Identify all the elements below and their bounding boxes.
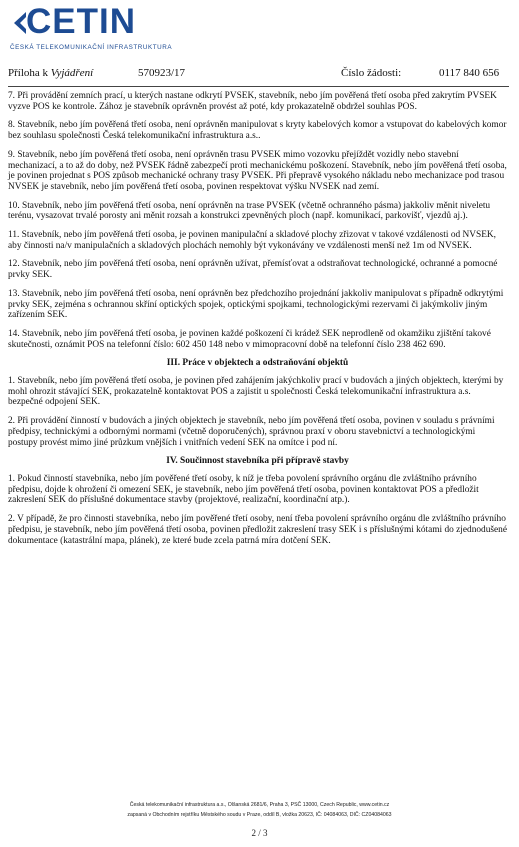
paragraph: 11. Stavebník, nebo jím pověřená třetí osoba, je povinen manipulační a skladové plochy zřizovat v takové vzdálenosti od NVSEK, aby činnosti na/v manipulačních a skladových plochách nemohly být vykonávány ve vzdálenosti menší než 1m od NVSEK. bbox=[8, 230, 497, 251]
paragraph: 13. Stavebník, nebo jím pověřená třetí osoba, není oprávněn bez předchozího projednání jakkoliv manipulovat s případně odkrytými prvky SEK, zejména s ochrannou skříní optických spojek, optickými spojkami, technologickými rezervami či jakýmkoliv jiným zařízením SEK. bbox=[8, 288, 504, 321]
paragraph: 10. Stavebník, nebo jím pověřená třetí osoba, není oprávněn na trase PVSEK (včetně ochranného pásma) jakkoliv měnit niveletu terénu, vysazovat trvalé porosty ani měnit rozsah a konstrukci zpevněných ploch (např. komunikací, parkovišť, vjezdů aj.). bbox=[8, 200, 491, 222]
section-heading: III. Práce v objektech a odstraňování objektů bbox=[166, 358, 349, 369]
paragraph: 2. V případě, že pro činnosti stavebníka, nebo jím pověřené třetí osoby, není třeba povolení správního orgánu dle zvláštního právního předpisu, je stavebník, nebo jím pověřená třetí osoba, povinen předložit zakreslení trasy SEK i s příslušnými kótami do zjednodušené dokumentace (katastrální mapa, plánek), ze které bude zcela patrná míra dotčení SEK. bbox=[8, 514, 508, 546]
paragraph: 2. Při provádění činností v budovách a jiných objektech je stavebník, nebo jím pověřená třetí osoba, povinen v souladu s právními předpisy, technickými a odbornými normami (včetně doporučených), správnou praxí v oboru stavebnictví a technologickými postupy provést mimo jiné průzkum vnějších i vnitřních vedení SEK na omítce i pod ní. bbox=[8, 416, 495, 448]
paragraph: 1. Pokud činností stavebníka, nebo jím pověřené třetí osoby, k níž je třeba povolení správního orgánu dle zvláštního právního předpisu, dojde k ohrožení či omezení SEK, je stavebník, nebo jím pověřená třetí osoba, povinen kontaktovat POS a předložit zakreslení SEK do příslušné dokumentace stavby (projektové, realizační, koordinační atp.). bbox=[8, 473, 479, 506]
brand-subtitle: ČESKÁ TELEKOMUNIKAČNÍ INFRASTRUKTURA bbox=[10, 44, 173, 51]
attachment-label: Příloha k Vyjádření bbox=[8, 67, 94, 79]
footer-registry-line: zapsaná v Obchodním rejstříku Městského soudu v Praze, oddíl B, vložka 20623, IČ: 04084063, DIČ: CZ04084063 bbox=[127, 812, 392, 818]
document-body bbox=[8, 91, 507, 554]
paragraph: 1. Stavebník, nebo jím pověřená třetí osoba, je povinen před zahájením jakýchkoliv prací v budovách a jiných objektech, kterými by mohl ohrozit stávající SEK, prokazatelně kontaktovat POS a zajistit u společnosti Česká telekomunikační infrastruktura a.s. bezpečné odpojení SEK. bbox=[8, 376, 504, 408]
document-header bbox=[8, 67, 508, 83]
cetin-logo bbox=[8, 2, 208, 54]
paragraph: 8. Stavebník, nebo jím pověřená třetí osoba, není oprávněn manipulovat s kryty kabelových komor a vstupovat do kabelových komor bez souhlasu společnosti Česká telekomunikační infrastruktura a.s.. bbox=[8, 120, 507, 142]
footer-company-line: Česká telekomunikační infrastruktura a.s., Olšanská 2681/6, Praha 3, PSČ 13000, Czech Republic, www.cetin.cz bbox=[129, 802, 390, 808]
header-divider bbox=[8, 86, 509, 87]
paragraph: 12. Stavebník, nebo jím pověřená třetí osoba, není oprávněn užívat, přemísťovat a odstraňovat technologické, ochranné a pomocné prvky SEK. bbox=[8, 259, 498, 281]
paragraph: 14. Stavebník, nebo jím pověřená třetí osoba, je povinen každé poškození či krádež SEK neprodleně od okamžiku zjištění takové skutečnosti, oznámit POS na telefonní číslo: 602 450 148 nebo v mimopracovní době na telefonní číslo 238 462 690. bbox=[8, 328, 491, 350]
page-number: 2 / 3 bbox=[251, 828, 268, 838]
section-heading: IV. Součinnost stavebníka při přípravě stavby bbox=[166, 456, 349, 467]
paragraph: 9. Stavebník, nebo jím pověřená třetí osoba, není oprávněn trasu PVSEK mimo vozovku přejíždět vozidly nebo stavební mechanizací, a to až do doby, než PVSEK řádně zabezpečí proti mechanickému poškození. Stavebník, nebo jím pověřená třetí osoba, je povinen projednat s POS způsob mechanické ochrany trasy PVSEK. Při přepravě vysokého nákladu nebo mechanizace pod trasou NVSEK je stavebník, nebo jím pověřená třetí osoba, povinen respektovat výšku NVSEK nad zemí. bbox=[8, 149, 507, 192]
page-footer bbox=[0, 800, 519, 820]
paragraph: 7. Při provádění zemních prací, u kterých nastane odkrytí PVSEK, stavebník, nebo jím pověřená třetí osoba před zakrytím PVSEK vyzve POS ke kontrole. Zához je stavebník oprávněn provést až poté, kdy prokazatelně obdržel souhlas POS. bbox=[8, 91, 497, 112]
document-number: 570923/17 bbox=[138, 67, 186, 79]
request-number: 0117 840 656 bbox=[439, 67, 500, 79]
brand-name: CETIN bbox=[26, 2, 136, 41]
request-label: Číslo žádosti: bbox=[341, 67, 402, 79]
